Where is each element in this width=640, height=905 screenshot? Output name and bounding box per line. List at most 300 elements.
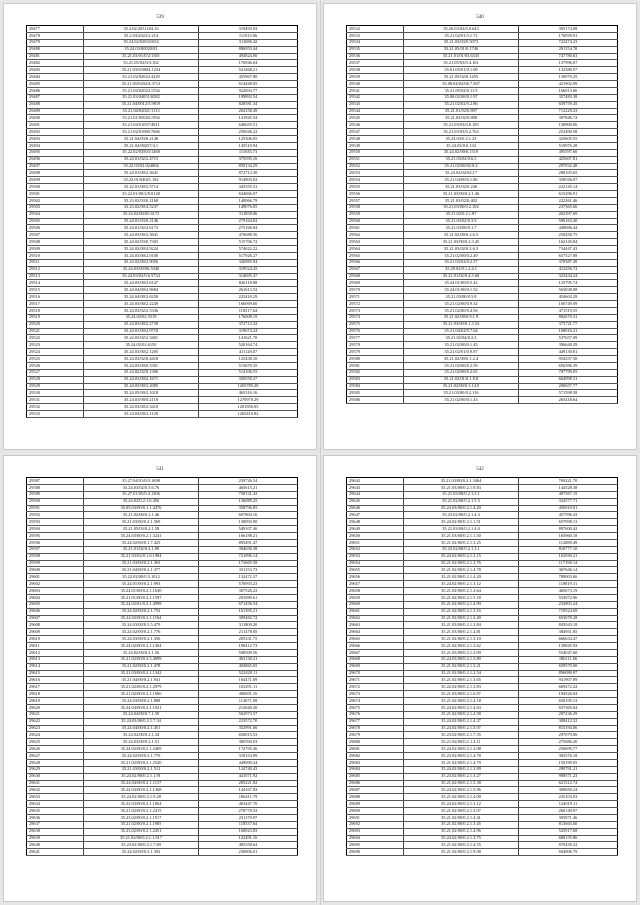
code-cell: 35.21.02/01/3.1.72 bbox=[404, 32, 519, 39]
code-cell: 35.24.03/00/2.5641 bbox=[84, 232, 199, 239]
code-cell: 35.24.02/03/0.7303 bbox=[84, 239, 199, 246]
table-row bbox=[347, 53, 618, 60]
table-row bbox=[347, 184, 618, 191]
amount-cell: 290791.21 bbox=[519, 766, 618, 773]
table-row bbox=[27, 539, 298, 546]
table-row bbox=[27, 478, 298, 485]
code-cell: 35.24.02/00/0.1.7.425 bbox=[84, 539, 199, 546]
table-row bbox=[27, 656, 298, 663]
table-row bbox=[347, 491, 618, 498]
amount-cell: 164471.69 bbox=[199, 677, 298, 684]
amount-cell: 297032.48 bbox=[519, 163, 618, 170]
amount-cell: 305174.08 bbox=[519, 26, 618, 33]
table-row bbox=[27, 821, 298, 828]
row-id-cell: 29670 bbox=[347, 670, 404, 677]
table-row bbox=[27, 835, 298, 842]
table-row bbox=[347, 484, 618, 491]
row-id-cell: 29485 bbox=[27, 81, 84, 88]
code-cell: 35.21.05/0202/4.3712 bbox=[84, 81, 199, 88]
table-row bbox=[347, 677, 618, 684]
code-cell: 35.21.02/00/0.2.1.4.58 bbox=[404, 711, 519, 718]
code-cell: 35.21.05/03/0.4.161 bbox=[404, 60, 519, 67]
amount-cell: 311686.42 bbox=[199, 39, 298, 46]
amount-cell: 896080.97 bbox=[519, 670, 618, 677]
table-row bbox=[347, 273, 618, 280]
code-cell: 35.24.02/00/0.2.1.392 bbox=[84, 849, 199, 856]
code-cell: 35.21.04/00257/4.1 bbox=[84, 142, 199, 149]
table-row bbox=[27, 526, 298, 533]
table-row bbox=[27, 294, 298, 301]
table-row bbox=[27, 574, 298, 581]
code-cell: 35.27.04/01/0/3.1698 bbox=[84, 478, 199, 485]
row-id-cell: 29659 bbox=[347, 594, 404, 601]
code-cell: 35.21.05/03/0.2.1.58 bbox=[84, 526, 199, 533]
code-cell: 35.21.03/00/0.2.102 bbox=[404, 204, 519, 211]
row-id-cell: 29618 bbox=[27, 691, 84, 698]
code-cell: 35.24.03/00/2.2085 bbox=[84, 383, 199, 390]
table-row bbox=[347, 746, 618, 753]
table-row bbox=[347, 94, 618, 101]
amount-cell: 158900.06 bbox=[519, 122, 618, 129]
amount-cell: 554047.60 bbox=[519, 649, 618, 656]
amount-cell: 141945.54 bbox=[199, 115, 298, 122]
row-id-cell: 29492 bbox=[27, 129, 84, 136]
page-number: 539 bbox=[156, 15, 164, 20]
amount-cell: 712229.23 bbox=[519, 108, 618, 115]
row-id-cell: 29674 bbox=[347, 698, 404, 705]
row-id-cell: 29499 bbox=[27, 177, 84, 184]
amount-cell: 496691.16 bbox=[199, 691, 298, 698]
table-row bbox=[347, 115, 618, 122]
table-row bbox=[27, 149, 298, 156]
row-id-cell: 29671 bbox=[347, 677, 404, 684]
code-cell: 35.24.02/00/0.2.1.3.15 bbox=[404, 553, 519, 560]
row-id-cell: 29688 bbox=[347, 794, 404, 801]
table-row bbox=[347, 163, 618, 170]
code-cell: 35.21.03/02/0.246 bbox=[404, 184, 519, 191]
row-id-cell: 29491 bbox=[27, 122, 84, 129]
row-id-cell: 29517 bbox=[27, 301, 84, 308]
table-row bbox=[347, 142, 618, 149]
amount-cell: 465615.21 bbox=[199, 484, 298, 491]
amount-cell: 190412.73 bbox=[199, 643, 298, 650]
table-row bbox=[347, 608, 618, 615]
amount-cell: 404865.65 bbox=[199, 663, 298, 670]
amount-cell: 250046.22 bbox=[199, 129, 298, 136]
code-cell: 35.24.03/00/0.2.1.51 bbox=[84, 739, 199, 746]
row-id-cell: 29678 bbox=[347, 725, 404, 732]
amount-cell: 541468.21 bbox=[199, 67, 298, 74]
amount-cell: 525917.68 bbox=[519, 828, 618, 835]
code-cell: 35.21.03/03/0.8.185 bbox=[404, 122, 519, 129]
table-row bbox=[27, 718, 298, 725]
table-row bbox=[27, 32, 298, 39]
amount-cell: 1201856.05 bbox=[199, 404, 298, 411]
row-id-cell: 29686 bbox=[347, 780, 404, 787]
table-row bbox=[27, 335, 298, 342]
code-cell: 35.21.02/00/0.2.49 bbox=[404, 252, 519, 259]
amount-cell: 375595.16 bbox=[199, 156, 298, 163]
amount-cell: 646655.51 bbox=[199, 122, 298, 129]
amount-cell: 111635.73 bbox=[199, 149, 298, 156]
amount-cell: 850134.29 bbox=[199, 163, 298, 170]
code-cell: 35.23.02/00/0.2.1.4.78 bbox=[404, 753, 519, 760]
code-cell: 35.21.03/00/0.2.1.4.0 bbox=[404, 526, 519, 533]
row-id-cell: 29500 bbox=[27, 184, 84, 191]
row-id-cell: 29540 bbox=[347, 81, 404, 88]
row-id-cell: 29581 bbox=[347, 362, 404, 369]
row-id-cell: 29547 bbox=[347, 129, 404, 136]
row-id-cell: 29584 bbox=[347, 383, 404, 390]
amount-cell: 211478.05 bbox=[199, 629, 298, 636]
table-row bbox=[347, 356, 618, 363]
amount-cell: 261613.52 bbox=[199, 287, 298, 294]
row-id-cell: 29646 bbox=[347, 505, 404, 512]
amount-cell: 914803.02 bbox=[199, 177, 298, 184]
amount-cell: 1265785.28 bbox=[199, 383, 298, 390]
code-cell: 35.24.02/00/05.6172 bbox=[84, 211, 199, 218]
amount-cell: 394630.38 bbox=[199, 546, 298, 553]
code-cell: 35.21.03/00/0.2.1.1.50 bbox=[404, 533, 519, 540]
code-cell: 35.21.02/00/0.2.65 bbox=[404, 369, 519, 376]
amount-cell: 234903.24 bbox=[519, 601, 618, 608]
row-id-cell: 29574 bbox=[347, 314, 404, 321]
table-row bbox=[27, 622, 298, 629]
table-row bbox=[347, 383, 618, 390]
row-id-cell: 29694 bbox=[347, 835, 404, 842]
table-row bbox=[347, 821, 618, 828]
code-cell: 35.21.03/00/0.2.1.9.83 bbox=[404, 484, 519, 491]
row-id-cell: 29679 bbox=[347, 732, 404, 739]
row-id-cell: 29502 bbox=[27, 197, 84, 204]
amount-cell: 828581.34 bbox=[199, 101, 298, 108]
row-id-cell: 29611 bbox=[27, 643, 84, 650]
row-id-cell: 29598 bbox=[27, 553, 84, 560]
code-cell: 35.21.02/00/0.1.2.4 bbox=[404, 356, 519, 363]
table-row bbox=[27, 615, 298, 622]
amount-cell: 650195.13 bbox=[519, 698, 618, 705]
code-cell: 35.21.03/00/0.2.3.45 bbox=[404, 239, 519, 246]
table-row bbox=[347, 266, 618, 273]
amount-cell: 395871.46 bbox=[519, 814, 618, 821]
table-row bbox=[27, 60, 298, 67]
code-cell: 35.21.03/01/0/2/1301 bbox=[84, 53, 199, 60]
table-row bbox=[347, 594, 618, 601]
row-id-cell: 29543 bbox=[347, 101, 404, 108]
code-cell: 35.21.02/00/0.2.1.4.00 bbox=[404, 794, 519, 801]
amount-cell: 112089.49 bbox=[519, 539, 618, 546]
amount-cell: 385594.03 bbox=[199, 739, 298, 746]
amount-cell: 184526.04 bbox=[519, 691, 618, 698]
table-row bbox=[347, 328, 618, 335]
amount-cell: 118819.31 bbox=[519, 581, 618, 588]
amount-cell: 576993.23 bbox=[199, 581, 298, 588]
code-cell: 35.24.03/00/2.2249 bbox=[84, 301, 199, 308]
code-cell: 35.22.03/02.024804 bbox=[84, 163, 199, 170]
table-row bbox=[347, 294, 618, 301]
table-row bbox=[27, 101, 298, 108]
table-row bbox=[347, 46, 618, 53]
row-id-cell: 29528 bbox=[27, 376, 84, 383]
amount-cell: 407567.19 bbox=[519, 491, 618, 498]
table-row bbox=[27, 108, 298, 115]
table-row bbox=[27, 314, 298, 321]
amount-cell: 149076.05 bbox=[199, 204, 298, 211]
code-cell: 35.24.02/00/0.2.1.3.08 bbox=[404, 746, 519, 753]
table-row bbox=[347, 39, 618, 46]
table-row bbox=[347, 246, 618, 253]
amount-cell: 886953.44 bbox=[199, 46, 298, 53]
row-id-cell: 29546 bbox=[347, 122, 404, 129]
table-row bbox=[347, 766, 618, 773]
table-row bbox=[347, 218, 618, 225]
table-row bbox=[27, 39, 298, 46]
row-id-cell: 29534 bbox=[347, 39, 404, 46]
amount-cell: 186111.66 bbox=[519, 656, 618, 663]
row-id-cell: 29563 bbox=[347, 239, 404, 246]
code-cell: 35.05.03/00/0.1.1.4476 bbox=[84, 505, 199, 512]
code-cell: 35.01.05/01/0.1.69 bbox=[404, 67, 519, 74]
table-row bbox=[347, 588, 618, 595]
page-539 bbox=[4, 4, 316, 449]
table-row bbox=[27, 629, 298, 636]
row-id-cell: 29549 bbox=[347, 142, 404, 149]
amount-cell: 396640.29 bbox=[519, 342, 618, 349]
table-row bbox=[27, 259, 298, 266]
amount-cell: 456910.01 bbox=[519, 505, 618, 512]
amount-cell: 307526.22 bbox=[199, 588, 298, 595]
row-id-cell: 29553 bbox=[347, 170, 404, 177]
table-row bbox=[347, 649, 618, 656]
amount-cell: 275166.84 bbox=[199, 225, 298, 232]
code-cell: 35.24.02/00/0.2.1.1164 bbox=[84, 615, 199, 622]
table-row bbox=[27, 780, 298, 787]
amount-cell: 145510.94 bbox=[199, 142, 298, 149]
amount-cell: 514106.55 bbox=[199, 369, 298, 376]
row-id-cell: 29583 bbox=[347, 376, 404, 383]
amount-cell: 495597.60 bbox=[519, 149, 618, 156]
row-id-cell: 29498 bbox=[27, 170, 84, 177]
amount-cell: 747780.63 bbox=[519, 53, 618, 60]
row-id-cell: 29606 bbox=[27, 608, 84, 615]
table-row bbox=[27, 369, 298, 376]
code-cell: 35.21.02/00/0.2.59 bbox=[404, 362, 519, 369]
code-cell: 35.21.02/01069.7666 bbox=[84, 129, 199, 136]
table-row bbox=[27, 252, 298, 259]
amount-cell: 130093.90 bbox=[199, 519, 298, 526]
table-row bbox=[27, 725, 298, 732]
table-row bbox=[27, 342, 298, 349]
amount-cell: 522420.11 bbox=[199, 670, 298, 677]
code-cell: 35.24.02/00/0.2.1.776 bbox=[84, 629, 199, 636]
row-id-cell: 29603 bbox=[27, 588, 84, 595]
code-cell: 35.21.01/05020.1954 bbox=[84, 115, 199, 122]
table-row bbox=[347, 197, 618, 204]
row-id-cell: 29510 bbox=[27, 252, 84, 259]
code-cell: 35.26.03/02/0.0.643 bbox=[404, 26, 519, 33]
code-cell: 35.24.02/00/0.2.1.9.28 bbox=[84, 794, 199, 801]
row-id-cell: 29675 bbox=[347, 704, 404, 711]
row-id-cell: 29516 bbox=[27, 294, 84, 301]
code-cell: 35.21.02/01/0.9.87 bbox=[404, 349, 519, 356]
table-row bbox=[27, 533, 298, 540]
code-cell: 35.24.02/00/0.2.1.5.07 bbox=[404, 725, 519, 732]
row-id-cell: 29667 bbox=[347, 649, 404, 656]
code-cell: 35.21.02/02/0.888 bbox=[404, 115, 519, 122]
table-row bbox=[347, 259, 618, 266]
row-id-cell: 29625 bbox=[27, 739, 84, 746]
amount-cell: 465316.16 bbox=[199, 390, 298, 397]
amount-cell: 237365.66 bbox=[519, 204, 618, 211]
row-id-cell: 29565 bbox=[347, 252, 404, 259]
code-cell: 35.24.01/00/0.5.42 bbox=[404, 280, 519, 287]
row-id-cell: 29522 bbox=[27, 335, 84, 342]
row-id-cell: 29536 bbox=[347, 53, 404, 60]
code-cell: 35.21.03/04051/6582 bbox=[84, 94, 199, 101]
table-row bbox=[27, 170, 298, 177]
table-row bbox=[27, 404, 298, 411]
table-row bbox=[347, 156, 618, 163]
row-id-cell: 29490 bbox=[27, 115, 84, 122]
code-cell: 35.24.03/00/06.5346 bbox=[84, 266, 199, 273]
amount-cell: 288105.65 bbox=[519, 170, 618, 177]
code-cell: 35.24.01/00/0.2.1.1630 bbox=[84, 588, 199, 595]
code-cell: 35.21.03/00/0.2.1.512 bbox=[84, 766, 199, 773]
row-id-cell: 29657 bbox=[347, 581, 404, 588]
table-row bbox=[347, 808, 618, 815]
row-id-cell: 29577 bbox=[347, 335, 404, 342]
page-542 bbox=[324, 456, 636, 901]
table-row bbox=[27, 46, 298, 53]
table-row bbox=[347, 108, 618, 115]
table-row bbox=[347, 177, 618, 184]
amount-cell: 845043.18 bbox=[519, 622, 618, 629]
row-id-cell: 29518 bbox=[27, 307, 84, 314]
row-id-cell: 29576 bbox=[347, 328, 404, 335]
row-id-cell: 29556 bbox=[347, 191, 404, 198]
code-cell: 35.21.02/00/0.2.1.1966 bbox=[84, 691, 199, 698]
amount-cell: 449130.81 bbox=[519, 349, 618, 356]
amount-cell: 332577.71 bbox=[519, 498, 618, 505]
row-id-cell: 29511 bbox=[27, 259, 84, 266]
row-id-cell: 29548 bbox=[347, 136, 404, 143]
amount-cell: 813665.60 bbox=[519, 821, 618, 828]
row-id-cell: 29477 bbox=[27, 26, 84, 33]
code-cell: 35.21.02/00/0.3.14.9 bbox=[404, 383, 519, 390]
table-row bbox=[27, 142, 298, 149]
table-row bbox=[27, 739, 298, 746]
amount-cell: 222145.14 bbox=[519, 184, 618, 191]
row-id-cell: 29668 bbox=[347, 656, 404, 663]
code-cell: 35.21.03/00/0.2.1.3.84 bbox=[404, 622, 519, 629]
table-row bbox=[347, 478, 618, 485]
row-id-cell: 29613 bbox=[27, 656, 84, 663]
row-id-cell: 29558 bbox=[347, 204, 404, 211]
table-row bbox=[347, 759, 618, 766]
amount-cell: 549107.46 bbox=[199, 526, 298, 533]
code-cell: 35.21.03/00/0.2.1.46 bbox=[404, 191, 519, 198]
code-cell: 35.21.04/0012/5.9819 bbox=[84, 101, 199, 108]
row-id-cell: 29652 bbox=[347, 546, 404, 553]
code-cell: 35.21.01/00/0.2.1.1597 bbox=[84, 594, 199, 601]
amount-cell: 287236.29 bbox=[519, 711, 618, 718]
row-id-cell: 29609 bbox=[27, 629, 84, 636]
row-id-cell: 29608 bbox=[27, 622, 84, 629]
code-cell: 35.21.03/02/0.1.6.1984 bbox=[84, 553, 199, 560]
table-row bbox=[347, 149, 618, 156]
amount-cell: 166188.21 bbox=[199, 533, 298, 540]
code-cell: 35.21.02/00/0.2.1.3.07 bbox=[404, 808, 519, 815]
amount-cell: 378387.49 bbox=[519, 259, 618, 266]
amount-cell: 118317.64 bbox=[199, 307, 298, 314]
row-id-cell: 29616 bbox=[27, 677, 84, 684]
row-id-cell: 29602 bbox=[27, 581, 84, 588]
table-row bbox=[27, 246, 298, 253]
table-row bbox=[27, 546, 298, 553]
code-cell: 35.21.02/00/0.2.1.1.917 bbox=[84, 835, 199, 842]
code-cell: 35.21.05/01/0.1746 bbox=[404, 46, 519, 53]
table-row bbox=[347, 225, 618, 232]
amount-cell: 165960.18 bbox=[519, 533, 618, 540]
code-cell: 35.21.04/00/0.2.1.941 bbox=[84, 677, 199, 684]
row-id-cell: 29532 bbox=[347, 26, 404, 33]
code-cell: 35.21.02/00/0.2.1.2.54 bbox=[404, 670, 519, 677]
amount-cell: 160023.83 bbox=[199, 828, 298, 835]
amount-cell: 204158.49 bbox=[199, 108, 298, 115]
amount-cell: 109892.54 bbox=[199, 94, 298, 101]
table-row bbox=[27, 122, 298, 129]
code-cell: 35.24.03/00/2.0100 bbox=[84, 252, 199, 259]
code-cell: 35.23.02/03/0.2168 bbox=[84, 197, 199, 204]
table-row bbox=[347, 211, 618, 218]
table-row bbox=[347, 301, 618, 308]
table-row bbox=[27, 163, 298, 170]
row-id-cell: 29592 bbox=[27, 512, 84, 519]
code-cell: 35.21.02/00/0.2.1.3.76 bbox=[404, 560, 519, 567]
row-id-cell: 29513 bbox=[27, 273, 84, 280]
row-id-cell: 29524 bbox=[27, 349, 84, 356]
row-id-cell: 29486 bbox=[27, 87, 84, 94]
row-id-cell: 29508 bbox=[27, 239, 84, 246]
row-id-cell: 29619 bbox=[27, 698, 84, 705]
code-cell: 35.24.02/00/0.2.1.752 bbox=[84, 608, 199, 615]
amount-cell: 230806.01 bbox=[199, 849, 298, 856]
code-cell: 35.23.02/00/0.2.1.4.3 bbox=[404, 512, 519, 519]
amount-cell: 872712.30 bbox=[199, 170, 298, 177]
code-cell: 35.21.02/00/0.2.1.2520 bbox=[84, 759, 199, 766]
code-cell: 35.24.03/00/0.2.1.4.20 bbox=[404, 505, 519, 512]
code-cell: 35.24.02/00/0.2.1.3.75 bbox=[404, 835, 519, 842]
table-row bbox=[347, 129, 618, 136]
code-cell: 35.24.02/00/0.2.1.1.91 bbox=[84, 773, 199, 780]
code-cell: 35.24.01/00/2.9718 bbox=[84, 328, 199, 335]
table-row bbox=[347, 656, 618, 663]
amount-cell: 513670.35 bbox=[199, 362, 298, 369]
code-cell: 35.22.03/00/0.2.1.1864 bbox=[84, 801, 199, 808]
code-cell: 35.21.02/00/0.2.1.3.65 bbox=[404, 677, 519, 684]
row-id-cell: 29617 bbox=[27, 684, 84, 691]
code-cell: 35.24.03/00/2.3410 bbox=[84, 404, 199, 411]
row-id-cell: 29506 bbox=[27, 225, 84, 232]
row-id-cell: 29615 bbox=[27, 670, 84, 677]
amount-cell: 291089.61 bbox=[199, 594, 298, 601]
row-id-cell: 29621 bbox=[27, 711, 84, 718]
row-id-cell: 29644 bbox=[347, 491, 404, 498]
code-cell: 35.21.03/00/0.2.116 bbox=[404, 390, 519, 397]
table-row bbox=[27, 801, 298, 808]
row-id-cell: 29676 bbox=[347, 711, 404, 718]
table-row bbox=[347, 342, 618, 349]
